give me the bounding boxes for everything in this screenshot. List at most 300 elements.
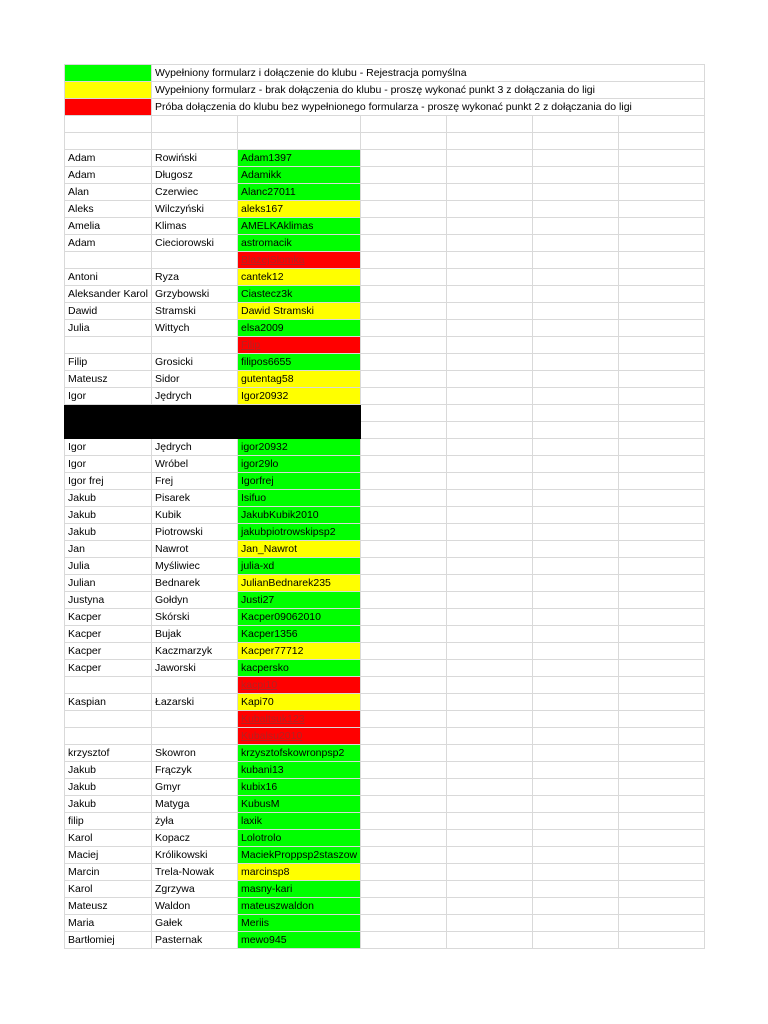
empty-cell — [447, 592, 533, 609]
last-name-cell — [152, 677, 238, 694]
login-link[interactable]: Kubaltsuk123 — [241, 713, 305, 725]
legend-swatch — [65, 65, 152, 82]
empty-cell — [533, 813, 619, 830]
first-name-cell: Julia — [65, 320, 152, 337]
empty-cell — [361, 609, 447, 626]
last-name-cell: Frej — [152, 473, 238, 490]
login-cell: igor20932 — [238, 439, 361, 456]
empty-cell — [619, 150, 705, 167]
empty-cell — [361, 320, 447, 337]
last-name-cell: Jędrych — [152, 439, 238, 456]
empty-cell — [447, 847, 533, 864]
login-cell: kacpersko — [238, 660, 361, 677]
last-name-cell: Trela-Nowak — [152, 864, 238, 881]
login-cell[interactable] — [238, 728, 361, 745]
last-name-cell: Cieciorowski — [152, 235, 238, 252]
empty-cell — [619, 167, 705, 184]
empty-cell — [447, 745, 533, 762]
legend-text: Próba dołączenia do klubu bez wypełnionego formularza - proszę wykonać punkt 2 z dołączania do ligi — [152, 99, 705, 116]
first-name-cell: Aleks — [65, 201, 152, 218]
empty-cell — [447, 405, 533, 422]
legend-swatch — [65, 99, 152, 116]
empty-cell — [619, 677, 705, 694]
empty-cell — [533, 405, 619, 422]
table-row — [65, 813, 705, 830]
empty-cell — [361, 779, 447, 796]
empty-cell — [619, 813, 705, 830]
empty-cell — [619, 133, 705, 150]
empty-cell — [361, 881, 447, 898]
empty-cell — [619, 388, 705, 405]
table-row — [65, 235, 705, 252]
table-row — [65, 660, 705, 677]
login-cell: igor29lo — [238, 456, 361, 473]
last-name-cell: Matyga — [152, 796, 238, 813]
login-cell: MaciekProppsp2staszow — [238, 847, 361, 864]
login-cell: marcinsp8 — [238, 864, 361, 881]
last-name-cell: Zgrzywa — [152, 881, 238, 898]
empty-cell — [361, 932, 447, 949]
empty-cell — [447, 830, 533, 847]
empty-cell — [533, 898, 619, 915]
redacted-cell — [238, 405, 361, 422]
empty-cell — [619, 626, 705, 643]
empty-cell — [447, 422, 533, 439]
table-row — [65, 252, 705, 269]
login-cell: Isifuo — [238, 490, 361, 507]
login-cell: Igorfrej — [238, 473, 361, 490]
last-name-cell — [152, 711, 238, 728]
login-link[interactable]: BlazejSlomka — [241, 254, 305, 266]
empty-cell — [619, 575, 705, 592]
empty-cell — [447, 286, 533, 303]
first-name-cell: Julian — [65, 575, 152, 592]
login-cell: Lolotrolo — [238, 830, 361, 847]
empty-cell — [533, 626, 619, 643]
last-name-cell: Gmyr — [152, 779, 238, 796]
login-cell: Kacper1356 — [238, 626, 361, 643]
empty-cell — [447, 320, 533, 337]
empty-cell — [533, 371, 619, 388]
empty-cell — [447, 694, 533, 711]
first-name-cell: Adam — [65, 150, 152, 167]
login-cell: Adam1397 — [238, 150, 361, 167]
login-cell: mewo945 — [238, 932, 361, 949]
first-name-cell: Aleksander Karol — [65, 286, 152, 303]
table-row — [65, 269, 705, 286]
login-cell: Jan_Nawrot — [238, 541, 361, 558]
empty-cell — [619, 116, 705, 133]
first-name-cell: Igor — [65, 388, 152, 405]
table-row — [65, 524, 705, 541]
empty-cell — [533, 847, 619, 864]
login-link[interactable]: kacpi10 — [241, 679, 278, 691]
legend-row — [65, 99, 705, 116]
empty-cell — [619, 473, 705, 490]
table-row — [65, 456, 705, 473]
empty-cell — [361, 150, 447, 167]
empty-cell — [447, 456, 533, 473]
table-row — [65, 881, 705, 898]
login-link[interactable]: Filip — [241, 339, 261, 351]
empty-cell — [533, 711, 619, 728]
empty-cell — [533, 881, 619, 898]
last-name-cell: Gałek — [152, 915, 238, 932]
empty-cell — [533, 915, 619, 932]
login-cell: cantek12 — [238, 269, 361, 286]
legend-row — [65, 65, 705, 82]
empty-cell — [619, 932, 705, 949]
empty-cell — [533, 167, 619, 184]
empty-cell — [361, 218, 447, 235]
empty-cell — [361, 184, 447, 201]
table-row — [65, 643, 705, 660]
empty-cell — [533, 473, 619, 490]
empty-cell — [619, 915, 705, 932]
empty-cell — [619, 252, 705, 269]
last-name-cell: Grzybowski — [152, 286, 238, 303]
table-row — [65, 473, 705, 490]
empty-cell — [533, 456, 619, 473]
empty-cell — [361, 575, 447, 592]
last-name-cell: Kopacz — [152, 830, 238, 847]
legend-text: Wypełniony formularz i dołączenie do klubu - Rejestracja pomyślna — [152, 65, 705, 82]
empty-cell — [361, 269, 447, 286]
last-name-cell: Wróbel — [152, 456, 238, 473]
last-name-cell: Myśliwiec — [152, 558, 238, 575]
login-cell: JakubKubik2010 — [238, 507, 361, 524]
table-row — [65, 745, 705, 762]
empty-cell — [619, 609, 705, 626]
last-name-cell: Bednarek — [152, 575, 238, 592]
redacted-cell — [238, 422, 361, 439]
empty-cell — [361, 388, 447, 405]
empty-cell — [447, 184, 533, 201]
last-name-cell — [152, 728, 238, 745]
first-name-cell: Jan — [65, 541, 152, 558]
login-cell: laxik — [238, 813, 361, 830]
empty-cell — [619, 235, 705, 252]
empty-cell — [65, 133, 152, 150]
empty-cell — [447, 388, 533, 405]
login-cell: gutentag58 — [238, 371, 361, 388]
redacted-cell — [65, 405, 152, 422]
first-name-cell: Marcin — [65, 864, 152, 881]
empty-cell — [533, 269, 619, 286]
first-name-cell: Justyna — [65, 592, 152, 609]
empty-cell — [619, 337, 705, 354]
empty-cell — [447, 354, 533, 371]
empty-cell — [533, 864, 619, 881]
first-name-cell: Kacper — [65, 660, 152, 677]
empty-cell — [361, 796, 447, 813]
empty-cell — [361, 711, 447, 728]
login-cell: kubani13 — [238, 762, 361, 779]
table-row — [65, 558, 705, 575]
empty-cell — [447, 116, 533, 133]
empty-cell — [533, 796, 619, 813]
empty-cell — [447, 167, 533, 184]
empty-cell — [533, 116, 619, 133]
login-cell: JulianBednarek235 — [238, 575, 361, 592]
last-name-cell: Jędrych — [152, 388, 238, 405]
last-name-cell: Długosz — [152, 167, 238, 184]
table-row — [65, 541, 705, 558]
empty-cell — [619, 643, 705, 660]
empty-cell — [447, 439, 533, 456]
empty-cell — [533, 184, 619, 201]
empty-cell — [619, 541, 705, 558]
table-row — [65, 201, 705, 218]
table-row — [65, 150, 705, 167]
empty-cell — [361, 507, 447, 524]
first-name-cell — [65, 252, 152, 269]
empty-cell — [361, 660, 447, 677]
first-name-cell: Kacper — [65, 609, 152, 626]
last-name-cell: Waldon — [152, 898, 238, 915]
last-name-cell: Rowiński — [152, 150, 238, 167]
table-row — [65, 711, 705, 728]
last-name-cell: Pasternak — [152, 932, 238, 949]
empty-cell — [619, 779, 705, 796]
empty-cell — [447, 524, 533, 541]
empty-cell — [361, 286, 447, 303]
empty-cell — [533, 218, 619, 235]
last-name-cell: Ryza — [152, 269, 238, 286]
empty-cell — [361, 830, 447, 847]
login-cell[interactable] — [238, 677, 361, 694]
empty-cell — [361, 456, 447, 473]
empty-cell — [619, 354, 705, 371]
table-row — [65, 762, 705, 779]
empty-cell — [619, 711, 705, 728]
empty-cell — [533, 541, 619, 558]
last-name-cell: Kaczmarzyk — [152, 643, 238, 660]
empty-cell — [447, 575, 533, 592]
empty-cell — [533, 932, 619, 949]
redacted-cell — [152, 405, 238, 422]
last-name-cell: Łazarski — [152, 694, 238, 711]
empty-cell — [361, 847, 447, 864]
first-name-cell — [65, 677, 152, 694]
empty-cell — [533, 575, 619, 592]
table-row — [65, 575, 705, 592]
redacted-cell — [152, 422, 238, 439]
first-name-cell: Maria — [65, 915, 152, 932]
empty-cell — [152, 133, 238, 150]
empty-cell — [619, 660, 705, 677]
table-row — [65, 405, 705, 422]
empty-cell — [361, 677, 447, 694]
empty-cell — [361, 133, 447, 150]
empty-cell — [619, 694, 705, 711]
empty-row — [65, 116, 705, 133]
login-cell: Meriis — [238, 915, 361, 932]
empty-cell — [533, 745, 619, 762]
login-cell[interactable] — [238, 337, 361, 354]
last-name-cell: Gołdyn — [152, 592, 238, 609]
login-cell: AMELKAklimas — [238, 218, 361, 235]
empty-cell — [619, 218, 705, 235]
empty-cell — [447, 133, 533, 150]
empty-row — [65, 133, 705, 150]
table-row — [65, 439, 705, 456]
empty-cell — [447, 796, 533, 813]
empty-cell — [533, 150, 619, 167]
first-name-cell: Mateusz — [65, 371, 152, 388]
empty-cell — [533, 660, 619, 677]
empty-cell — [447, 490, 533, 507]
login-cell: Igor20932 — [238, 388, 361, 405]
empty-cell — [533, 303, 619, 320]
legend — [65, 65, 705, 116]
empty-cell — [361, 626, 447, 643]
empty-cell — [619, 456, 705, 473]
redacted-cell — [65, 422, 152, 439]
empty-cell — [361, 762, 447, 779]
first-name-cell: Igor — [65, 456, 152, 473]
empty-cell — [447, 252, 533, 269]
first-name-cell: krzysztof — [65, 745, 152, 762]
last-name-cell: żyła — [152, 813, 238, 830]
empty-cell — [361, 592, 447, 609]
empty-cell — [619, 184, 705, 201]
table-row — [65, 371, 705, 388]
empty-cell — [619, 830, 705, 847]
empty-cell — [361, 167, 447, 184]
login-cell: astromacik — [238, 235, 361, 252]
table-row — [65, 167, 705, 184]
empty-cell — [533, 252, 619, 269]
empty-cell — [619, 320, 705, 337]
empty-cell — [361, 813, 447, 830]
login-cell: filipos6655 — [238, 354, 361, 371]
empty-cell — [619, 269, 705, 286]
table-row — [65, 320, 705, 337]
empty-cell — [533, 422, 619, 439]
table-row — [65, 779, 705, 796]
first-name-cell: Igor frej — [65, 473, 152, 490]
empty-cell — [619, 592, 705, 609]
first-name-cell: Igor — [65, 439, 152, 456]
first-name-cell: Kacper — [65, 626, 152, 643]
login-cell: elsa2009 — [238, 320, 361, 337]
login-cell: kubix16 — [238, 779, 361, 796]
first-name-cell: Kaspian — [65, 694, 152, 711]
login-link[interactable]: Kubalsu2010 — [241, 730, 303, 742]
empty-cell — [361, 728, 447, 745]
empty-cell — [533, 439, 619, 456]
empty-cell — [447, 660, 533, 677]
login-cell[interactable] — [238, 711, 361, 728]
first-name-cell: Karol — [65, 830, 152, 847]
empty-cell — [447, 150, 533, 167]
login-cell: aleks167 — [238, 201, 361, 218]
first-name-cell: Jakub — [65, 762, 152, 779]
empty-cell — [619, 422, 705, 439]
first-name-cell — [65, 711, 152, 728]
first-name-cell: Jakub — [65, 796, 152, 813]
empty-cell — [361, 473, 447, 490]
empty-cell — [619, 558, 705, 575]
empty-cell — [361, 541, 447, 558]
empty-cell — [447, 337, 533, 354]
empty-cell — [361, 745, 447, 762]
login-cell[interactable] — [238, 252, 361, 269]
table-row — [65, 184, 705, 201]
last-name-cell: Sidor — [152, 371, 238, 388]
first-name-cell: Karol — [65, 881, 152, 898]
empty-cell — [361, 354, 447, 371]
login-cell: krzysztofskowronpsp2 — [238, 745, 361, 762]
first-name-cell: Dawid — [65, 303, 152, 320]
table-row — [65, 898, 705, 915]
login-cell: Dawid Stramski — [238, 303, 361, 320]
empty-cell — [152, 116, 238, 133]
table-row — [65, 303, 705, 320]
empty-cell — [619, 201, 705, 218]
spreadsheet — [64, 64, 704, 949]
empty-cell — [361, 915, 447, 932]
empty-cell — [447, 762, 533, 779]
empty-cell — [238, 133, 361, 150]
empty-cell — [361, 116, 447, 133]
last-name-cell: Grosicki — [152, 354, 238, 371]
legend-swatch — [65, 82, 152, 99]
legend-text: Wypełniony formularz - brak dołączenia do klubu - proszę wykonać punkt 3 z dołączania do ligi — [152, 82, 705, 99]
login-cell: masny-kari — [238, 881, 361, 898]
empty-cell — [619, 371, 705, 388]
login-cell: KubusM — [238, 796, 361, 813]
empty-cell — [361, 405, 447, 422]
login-cell: mateuszwaldon — [238, 898, 361, 915]
table-row — [65, 796, 705, 813]
empty-cell — [447, 898, 533, 915]
table-row — [65, 422, 705, 439]
empty-cell — [533, 643, 619, 660]
empty-cell — [533, 558, 619, 575]
table-row — [65, 864, 705, 881]
empty-cell — [361, 337, 447, 354]
empty-cell — [533, 507, 619, 524]
empty-cell — [447, 303, 533, 320]
empty-cell — [447, 201, 533, 218]
empty-cell — [533, 337, 619, 354]
empty-cell — [447, 881, 533, 898]
last-name-cell: Bujak — [152, 626, 238, 643]
last-name-cell: Nawrot — [152, 541, 238, 558]
login-cell: Ciastecz3k — [238, 286, 361, 303]
empty-cell — [533, 201, 619, 218]
table-row — [65, 847, 705, 864]
login-cell: Alanc27011 — [238, 184, 361, 201]
table-row — [65, 507, 705, 524]
first-name-cell: filip — [65, 813, 152, 830]
empty-cell — [619, 507, 705, 524]
spreadsheet-table — [64, 64, 705, 949]
table-row — [65, 337, 705, 354]
empty-cell — [361, 898, 447, 915]
empty-cell — [533, 677, 619, 694]
empty-cell — [533, 235, 619, 252]
empty-cell — [533, 286, 619, 303]
empty-cell — [238, 116, 361, 133]
first-name-cell: Amelia — [65, 218, 152, 235]
last-name-cell — [152, 337, 238, 354]
last-name-cell: Stramski — [152, 303, 238, 320]
empty-cell — [533, 320, 619, 337]
empty-cell — [447, 235, 533, 252]
